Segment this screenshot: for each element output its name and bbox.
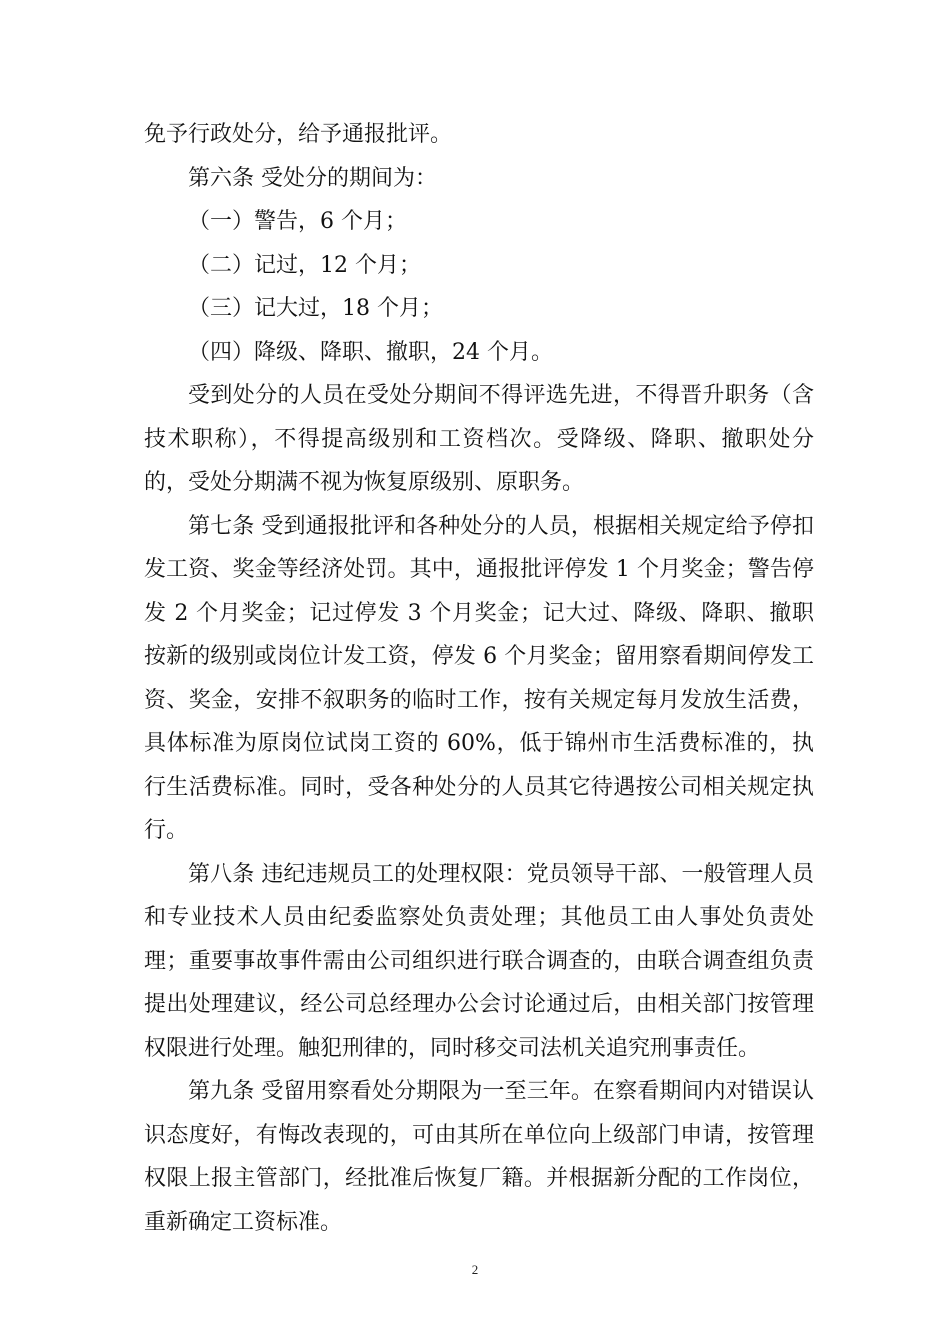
article-6-item-4: （四）降级、降职、撤职，24 个月。 bbox=[188, 339, 553, 365]
page-number: 2 bbox=[471, 1262, 479, 1277]
article-6-item-3: （三）记大过，18 个月； bbox=[188, 296, 443, 321]
article-6-item-2: （二）记过，12 个月； bbox=[188, 252, 421, 278]
document-body bbox=[144, 113, 814, 1244]
article-9: 第九条 受留用察看处分期限为一至三年。在察看期间内对错误认识态度好，有悔改表现的，可由其所在单位向上级部门申请，按管理权限上报主管部门，经批准后恢复厂籍。并根据新分配的工作岗位，重新确定工资标准。 bbox=[144, 1079, 814, 1235]
article-7: 第七条 受到通报批评和各种处分的人员，根据相关规定给予停扣发工资、奖金等经济处罚。其中，通报批评停发 1 个月奖金；警告停发 2 个月奖金；记过停发 3 个月奖金；记大过、降级、降职、撤职按新的级别或岗位计发工资，停发 6 个月奖金；留用察看期间停发工资、奖金，安排不叙职务的临时工作，按有关规定每月发放生活费，具体标准为原岗位试岗工资的 60%，低于锦州市生活费标准的，执行生活费标准。同时，受各种处分的人员其它待遇按公司相关规定执行。 bbox=[144, 513, 814, 843]
article-6-item-1: （一）警告，6 个月； bbox=[188, 209, 407, 234]
paragraph-continuation: 免予行政处分，给予通报批评。 bbox=[144, 122, 453, 147]
article-6-heading: 第六条 受处分的期间为： bbox=[188, 165, 437, 191]
article-6-restrictions: 受到处分的人员在受处分期间不得评选先进，不得晋升职务（含技术职称），不得提高级别和工资档次。受降级、降职、撤职处分的，受处分期满不视为恢复原级别、原职务。 bbox=[144, 383, 814, 495]
article-8: 第八条 违纪违规员工的处理权限：党员领导干部、一般管理人员和专业技术人员由纪委监察处负责处理；其他员工由人事处负责处理；重要事故事件需由公司组织进行联合调查的，由联合调查组负责提出处理建议，经公司总经理办公会讨论通过后，由相关部门按管理权限进行处理。触犯刑律的，同时移交司法机关追究刑事责任。 bbox=[144, 861, 814, 1061]
